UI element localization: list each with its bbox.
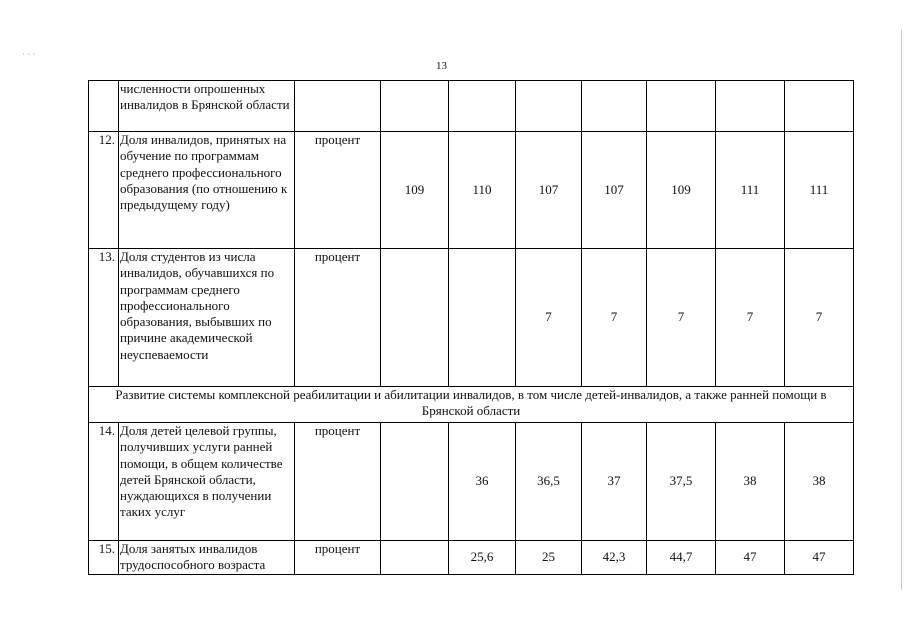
table-row xyxy=(89,81,854,132)
value-cell xyxy=(785,81,854,132)
page-edge-line xyxy=(901,30,902,590)
value-cell: 36 xyxy=(449,423,516,541)
value-cell xyxy=(381,423,449,541)
value-cell: 38 xyxy=(716,423,785,541)
value-cell: 109 xyxy=(647,132,716,249)
value-cell: 36,5 xyxy=(516,423,582,541)
value-cell: 7 xyxy=(785,249,854,387)
scan-artifact: ˙ ˋ ˙ xyxy=(22,52,36,62)
value-cell: 109 xyxy=(381,132,449,249)
unit-cell xyxy=(295,81,381,132)
value-cell: 47 xyxy=(785,541,854,575)
value-cell: 110 xyxy=(449,132,516,249)
value-cell: 7 xyxy=(716,249,785,387)
row-number: 14. xyxy=(89,423,119,541)
value-cell xyxy=(449,249,516,387)
value-cell: 44,7 xyxy=(647,541,716,575)
value-cell: 37 xyxy=(582,423,647,541)
indicator-name: Доля инвалидов, принятых на обучение по программам среднего профессионального образования (по отношению к предыдущему году) xyxy=(119,132,295,249)
value-cell: 37,5 xyxy=(647,423,716,541)
value-cell xyxy=(716,81,785,132)
table-row xyxy=(89,423,854,541)
indicator-name: Доля занятых инвалидов трудоспособного возраста xyxy=(119,541,295,575)
row-number xyxy=(89,81,119,132)
section-title: Развитие системы комплексной реабилитации и абилитации инвалидов, в том числе детей-инвалидов, а также ранней помощи в Брянской области xyxy=(89,387,854,423)
table-row xyxy=(89,132,854,249)
row-number: 12. xyxy=(89,132,119,249)
indicators-table xyxy=(88,80,854,575)
table-row xyxy=(89,249,854,387)
indicator-name: Доля детей целевой группы, получивших услуги ранней помощи, в общем количестве детей Брянской области, нуждающихся в получении таких услуг xyxy=(119,423,295,541)
unit-cell: процент xyxy=(295,423,381,541)
value-cell xyxy=(647,81,716,132)
value-cell: 111 xyxy=(785,132,854,249)
value-cell xyxy=(582,81,647,132)
table-row xyxy=(89,541,854,575)
row-number: 15. xyxy=(89,541,119,575)
indicator-name: численности опрошенных инвалидов в Брянской области xyxy=(119,81,295,132)
value-cell: 7 xyxy=(516,249,582,387)
value-cell: 47 xyxy=(716,541,785,575)
value-cell: 42,3 xyxy=(582,541,647,575)
value-cell xyxy=(381,249,449,387)
indicator-name: Доля студентов из числа инвалидов, обучавшихся по программам среднего профессионального образования, выбывших по причине академической неуспеваемости xyxy=(119,249,295,387)
value-cell: 25 xyxy=(516,541,582,575)
value-cell xyxy=(381,541,449,575)
value-cell xyxy=(516,81,582,132)
value-cell: 111 xyxy=(716,132,785,249)
value-cell xyxy=(449,81,516,132)
value-cell: 7 xyxy=(647,249,716,387)
unit-cell: процент xyxy=(295,249,381,387)
page-number: 13 xyxy=(436,60,447,72)
value-cell: 107 xyxy=(516,132,582,249)
row-number: 13. xyxy=(89,249,119,387)
value-cell: 7 xyxy=(582,249,647,387)
value-cell xyxy=(381,81,449,132)
section-row xyxy=(89,387,854,423)
value-cell: 38 xyxy=(785,423,854,541)
value-cell: 107 xyxy=(582,132,647,249)
value-cell: 25,6 xyxy=(449,541,516,575)
unit-cell: процент xyxy=(295,132,381,249)
unit-cell: процент xyxy=(295,541,381,575)
